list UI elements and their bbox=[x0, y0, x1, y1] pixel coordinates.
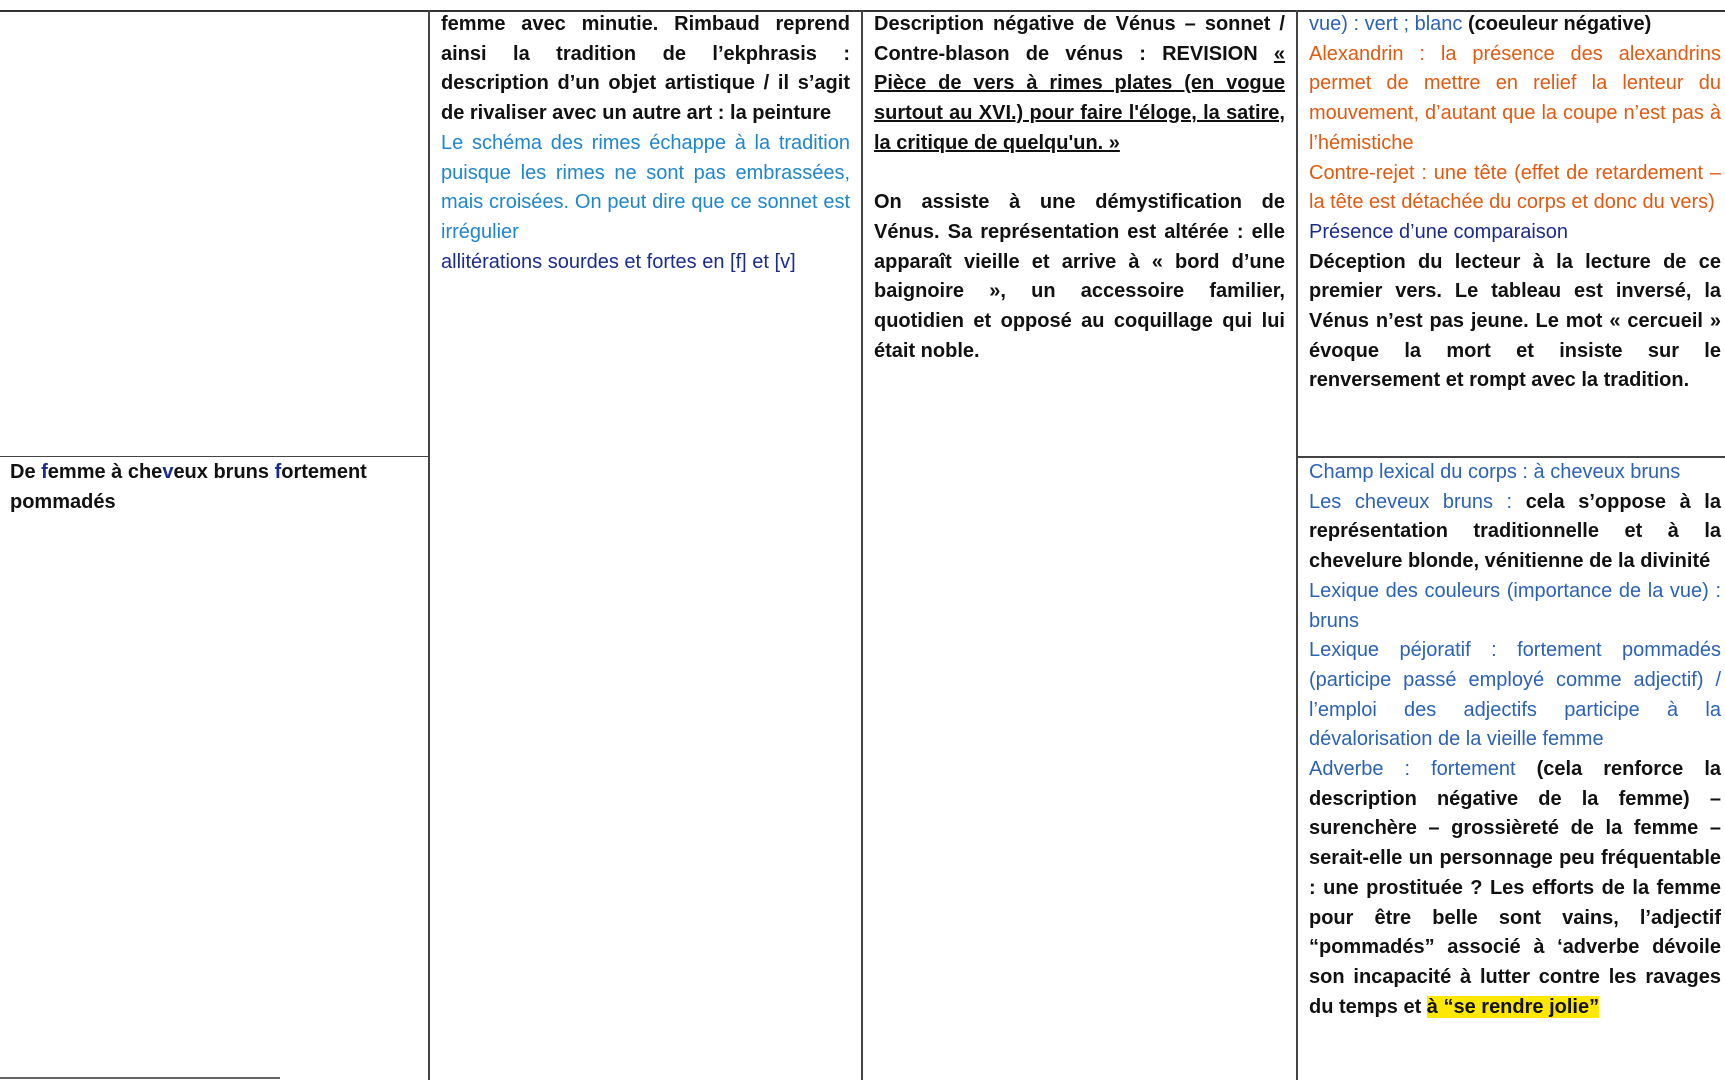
alexandrin-note: Alexandrin : la présence des alexandrins permet de mettre en relief la lenteur du mouvement, d’autant que la coupe n’est pas à l’hémistiche bbox=[1309, 42, 1721, 154]
table-bottom-border bbox=[0, 1077, 280, 1079]
row2-col4-cell bbox=[1309, 458, 1721, 1022]
colour-lexicon-note bbox=[1309, 10, 1721, 40]
verse-part: emme à che bbox=[47, 461, 163, 483]
verse-alliteration-v: v bbox=[162, 461, 174, 483]
column-divider-1 bbox=[428, 10, 430, 1080]
blason-definition: « Pièce de vers à rimes plates (en vogue surtout au XVI.) pour faire l'éloge, la satire, la critique de quelqu'un. » bbox=[874, 42, 1285, 154]
colour-lexicon-bruns-note: Lexique des couleurs (importance de la vue) : bruns bbox=[1309, 579, 1721, 632]
reader-deception-note: Déception du lecteur à la lecture de ce premier vers. Le tableau est inversé, la Vénus n’est pas jeune. Le mot « cercueil » évoque la mort et insiste sur le renversement et rompt avec la tradition. bbox=[1309, 250, 1721, 392]
verse-part: eux bruns bbox=[173, 461, 275, 483]
row1-col4-cell bbox=[1309, 10, 1721, 396]
row1-col3-cell bbox=[874, 10, 1285, 366]
verse-alliteration-f: f bbox=[41, 461, 48, 483]
brown-hair-comment: cela s’oppose à la représentation traditionnelle et à la chevelure blonde, vénitienne de la divinité bbox=[1309, 490, 1721, 573]
brown-hair-label: Les cheveux bruns : bbox=[1309, 490, 1526, 513]
verse-part: De bbox=[10, 461, 42, 483]
contre-blason-note bbox=[874, 10, 1285, 159]
row1-col2-cell bbox=[441, 10, 850, 277]
adverb-comment: (cela renforce la description négative de la femme) – surenchère – grossièreté de la femme – serait-elle un personnage peu fréquentable : une prostituée ? Les efforts de la femme pour être belle sont vains, l’adjectif “pommadés” associé à ‘adverbe dévoile son incapacité à lutter contre les ravages du temps et bbox=[1309, 758, 1721, 1018]
adverb-label: Adverbe : fortement bbox=[1309, 758, 1516, 781]
contre-rejet-note: Contre-rejet : une tête (effet de retardement – la tête est détachée du corps et donc du vers) bbox=[1309, 161, 1721, 214]
colour-lexicon-words: vue) : vert ; blanc bbox=[1309, 13, 1463, 35]
colour-lexicon-comment: (coeuleur négative) bbox=[1462, 13, 1652, 35]
alliteration-note: allitérations sourdes et fortes en [f] et [v] bbox=[441, 250, 796, 273]
body-lexicon-note: Champ lexical du corps : à cheveux bruns bbox=[1309, 461, 1681, 483]
demystification-note: On assiste à une démystification de Vénus. Sa représentation est altérée : elle apparaît vieille et arrive à « bord d’une baignoire », un accessoire familier, quotidien et opposé au coquillage qui lui était noble. bbox=[874, 191, 1285, 362]
row-divider-left bbox=[0, 456, 430, 457]
highlighted-quote: à “se rendre jolie” bbox=[1426, 995, 1600, 1018]
brown-hair-note bbox=[1309, 488, 1721, 577]
verse-part: ortement pommadés bbox=[10, 461, 367, 513]
quoted-verse bbox=[10, 458, 410, 517]
ekphrasis-note: femme avec minutie. Rimbaud reprend ainsi la tradition de l’ekphrasis : description d’un objet artistique / il s’agit de rivaliser avec un autre art : la peinture bbox=[441, 13, 850, 125]
pejorative-lexicon-note: Lexique péjoratif : fortement pommadés (participe passé employé comme adjectif) / l’emploi des adjectifs participe à la dévalorisation de la vieille femme bbox=[1309, 639, 1721, 751]
verse-alliteration-f: f bbox=[274, 461, 282, 483]
row2-col1-cell bbox=[10, 458, 410, 517]
column-divider-3 bbox=[1296, 10, 1298, 1080]
rhyme-scheme-note: Le schéma des rimes échappe à la tradition puisque les rimes ne sont pas embrassées, mais croisées. On peut dire que ce sonnet est irrégulier bbox=[441, 131, 850, 243]
contre-blason-title: Description négative de Vénus – sonnet / Contre-blason de vénus : REVISION bbox=[874, 13, 1285, 65]
column-divider-2 bbox=[861, 10, 863, 1080]
comparison-note: Présence d’une comparaison bbox=[1309, 220, 1569, 243]
adverb-note bbox=[1309, 755, 1721, 1022]
